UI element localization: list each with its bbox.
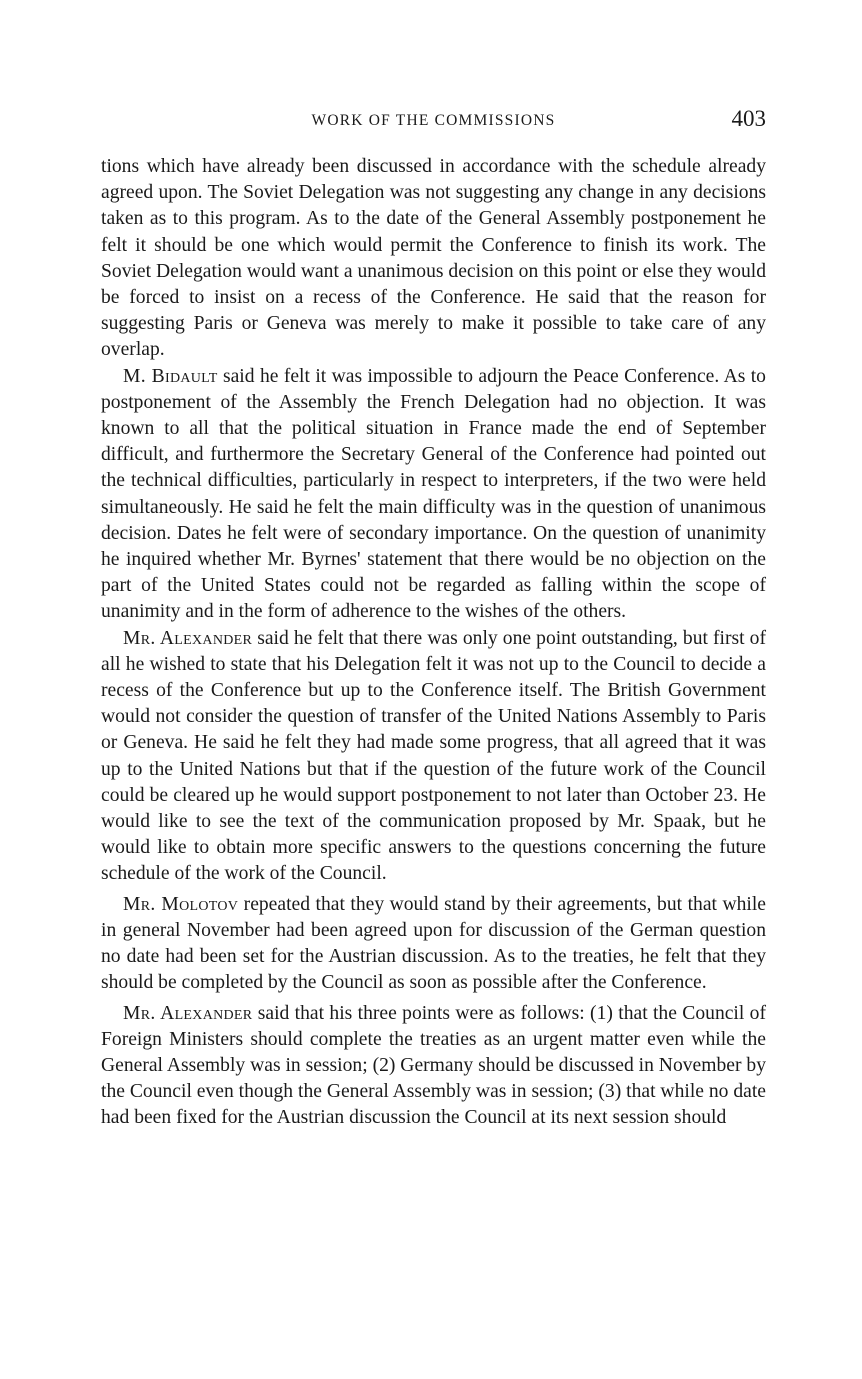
speaker-name: Mr. Alexander (123, 627, 253, 649)
running-head: WORK OF THE COMMISSIONS (311, 112, 556, 129)
page-number: 403 (731, 106, 766, 131)
paragraph-molotov (101, 892, 766, 997)
page-header (101, 104, 766, 138)
paragraph-alexander-points (101, 1001, 766, 1132)
paragraph-bidault (101, 364, 766, 626)
speaker-name: Mr. Molotov (123, 893, 239, 915)
paragraph-text: tions which have already been discussed in accordance with the schedule already agreed upon. The Soviet Delegation was not suggesting any change in any decisions taken as to this program. As to the date of the General Assembly postponement he felt it should be one which would permit the Conference to finish its work. The Soviet Delegation would want a unanimous decision on this point or else they would be forced to insist on a recess of the Conference. He said that the reason for suggesting Paris or Geneva was merely to make it possible to take care of any overlap. (101, 156, 766, 361)
document-page (101, 104, 766, 1132)
paragraph-text: repeated that they would stand by their agreements, but that while in general November had been agreed upon for discussion of the German question no date had been set for the Austrian discussion. As to the treaties, he felt that they should be completed by the Council as soon as possible after the Conference. (101, 893, 766, 994)
speaker-name: M. Bidault (123, 365, 218, 387)
paragraph-text: said he felt it was impossible to adjourn the Peace Conference. As to postponement of the Assembly the French Delegation had no objection. It was known to all that the political situation in France made the end of September difficult, and furthermore the Secretary General of the Conference had pointed out the technical difficulties, particularly in respect to interpreters, if the two were held simultaneously. He said he felt the main difficulty was in the question of unanimous decision. Dates he felt were of secondary importance. On the question of unanimity he inquired whether Mr. Byrnes' statement that there would be no objection on the part of the United States could not be regarded as falling within the scope of unanimity and in the form of adherence to the wishes of the others. (101, 365, 766, 623)
paragraph-alexander (101, 626, 766, 888)
paragraph-continuation (101, 154, 766, 364)
paragraph-text: said he felt that there was only one point outstanding, but first of all he wished to state that his Delegation felt it was not up to the Council to decide a recess of the Conference but up to the Conference itself. The British Government would not consider the question of transfer of the United Nations Assembly to Paris or Geneva. He said he felt they had made some progress, that all agreed that it was up to the United Nations but that if the question of the future work of the Council could be cleared up he would support postponement to not later than October 23. He would like to see the text of the communication proposed by Mr. Spaak, but he would like to obtain more specific answers to the questions concerning the future schedule of the work of the Council. (101, 627, 766, 885)
speaker-name: Mr. Alexander (123, 1002, 253, 1024)
body-text (101, 154, 766, 1132)
paragraph-text: said that his three points were as follows: (1) that the Council of Foreign Ministers should complete the treaties as an urgent matter even while the General Assembly was in session; (2) Germany should be discussed in November by the Council even though the General Assembly was in session; (3) that while no date had been fixed for the Austrian discussion the Council at its next session should (101, 1002, 766, 1129)
